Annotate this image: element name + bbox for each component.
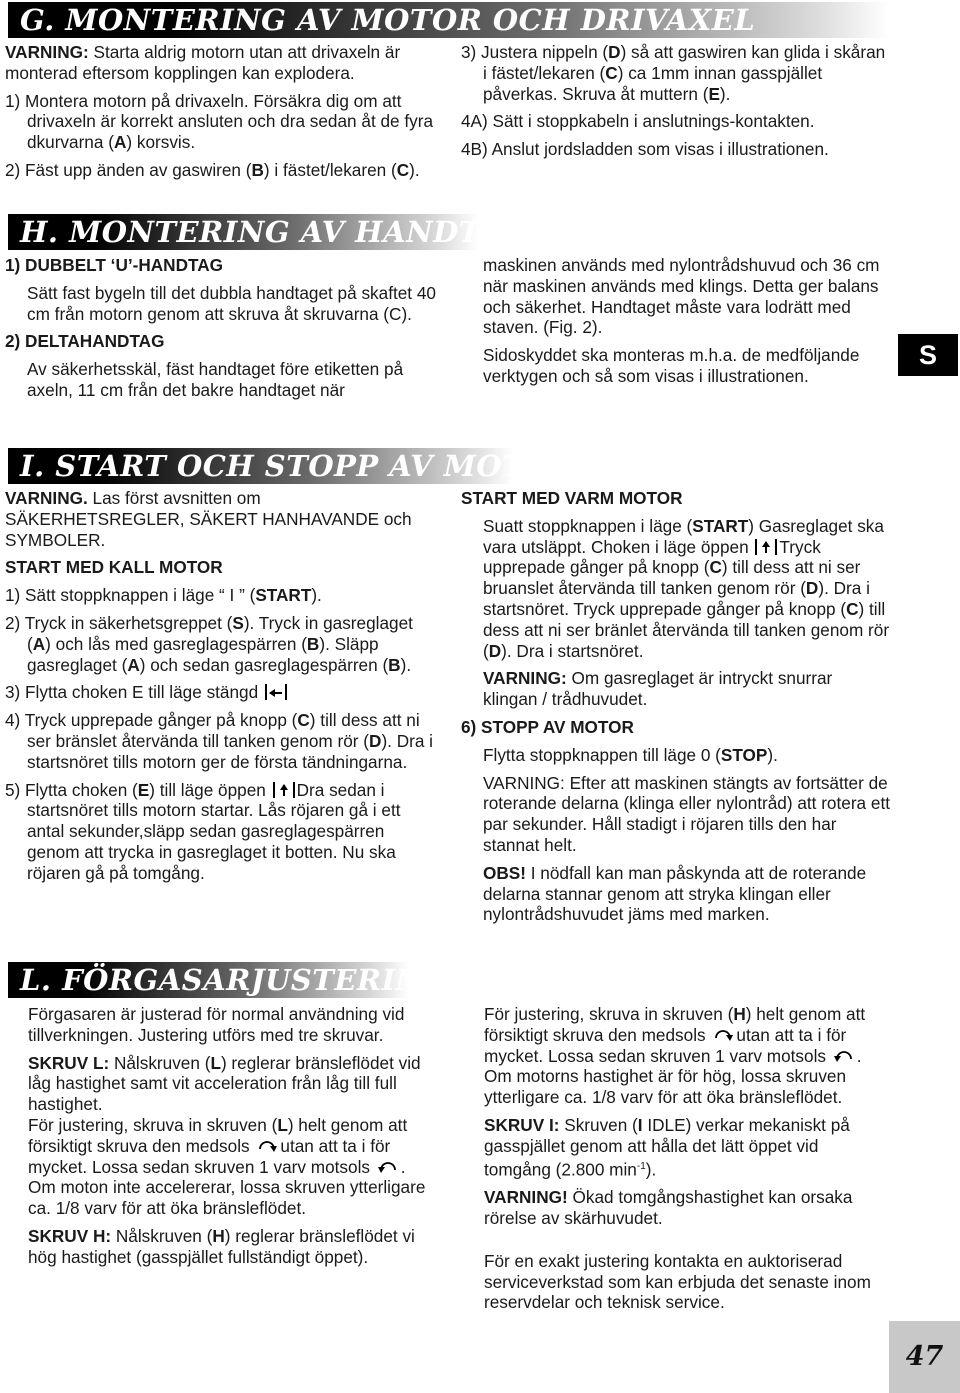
i-cold-step-2: 2) Tryck in säkerhetsgreppet (S). Tryck in gasreglaget (A) och lås med gasreglagespärren (B). Släpp gasreglaget (A) och sedan gasreglagespärren (B). bbox=[5, 612, 413, 675]
clockwise-icon bbox=[710, 1026, 736, 1044]
i-cold-step-4: 4) Tryck upprepade gånger på knopp (C) till dess att ni ser bränslet återvända till tanken genom rör (D). Dra i startsnöret tills motorn ger de första tändningarna. bbox=[5, 710, 433, 772]
g-step-4a: 4A) Sätt i stoppkabeln i anslutnings-kontakten. bbox=[461, 111, 815, 132]
h-sub-1: 1) DUBBELT ‘U’-HANDTAG bbox=[5, 255, 224, 275]
i-stop-warning: VARNING: Efter att maskinen stängts av fortsätter de roterande delarna (klinga eller nylontråd) att rotera ett par sekunder. Håll stadigt i röjaren tills den har stannat helt. bbox=[483, 772, 890, 855]
i-stop-title: 6) STOPP AV MOTOR bbox=[461, 716, 634, 737]
section-h-title: H. MONTERING AV HANDTAG bbox=[20, 215, 528, 249]
section-l-header bbox=[8, 962, 448, 998]
l-intro: Förgasaren är justerad för normal användning vid tillverkningen. Justering utförs med tre skruvar. bbox=[28, 1004, 405, 1045]
page-number: 47 bbox=[889, 1321, 960, 1393]
section-g-title: G. MONTERING AV MOTOR OCH DRIVAXEL bbox=[20, 3, 756, 37]
i-warning: VARNING. Las först avsnitten om SÄKERHETSREGLER, SÄKERT HANHAVANDE och SYMBOLER. bbox=[5, 488, 412, 550]
g-step-2: 2) Fäst upp änden av gaswiren (B) i fästet/lekaren (C). bbox=[5, 159, 420, 180]
i-warm-text: Suatt stoppknappen i läge (START) Gasreglaget ska vara utsläppt. Choken i läge öppen Tryck upprepade gånger på knopp (C) till dess att ni ser bruanslet återvända till tanken genom rör (D). Dra i startsnöret. Tryck upprepade gånger på knopp (C) till dess att ni ser bränlet återvända till tanken genom rör (D). Dra i startsnöret. bbox=[483, 515, 890, 661]
section-l-left bbox=[28, 1004, 433, 1275]
section-g-header bbox=[8, 2, 888, 38]
i-warm-title: START MED VARM MOTOR bbox=[461, 488, 683, 508]
i-cold-step-1: 1) Sätt stoppknappen i läge “ I ” (START). bbox=[5, 585, 322, 606]
section-h-header bbox=[8, 214, 528, 250]
choke-open-icon bbox=[271, 781, 297, 799]
i-stop-text: Flytta stoppknappen till läge 0 (STOP). bbox=[483, 744, 778, 765]
h-sub-2: 2) DELTAHANDTAG bbox=[5, 331, 165, 352]
section-i-header bbox=[8, 448, 575, 484]
section-g-right bbox=[461, 42, 891, 167]
i-warm-warning: VARNING: Om gasreglaget är intryckt snurrar klingan / trådhuvudet. bbox=[483, 668, 833, 710]
section-l-right bbox=[484, 1004, 889, 1320]
g-step-4b: 4B) Anslut jordsladden som visas i illustrationen. bbox=[461, 139, 829, 160]
clockwise-icon bbox=[254, 1137, 280, 1155]
l-screw-l-adjust: För justering, skruva in skruven (L) helt genom att försiktigt skruva den medsols utan att ta i för mycket. Lossa sedan skruven 1 varv motsols . Om moton inte accelererar, lossa skruven ytterligare ca. 1/8 varv för att öka bränsleflödet. bbox=[28, 1114, 426, 1219]
section-i-left bbox=[5, 488, 437, 891]
choke-closed-icon bbox=[263, 683, 289, 701]
i-obs: OBS! I nödfall kan man påskynda att de roterande delarna stannar genom att stryka klingan eller nylontrådshuvudet jäms med marken. bbox=[483, 862, 867, 925]
section-l-title: L. FÖRGASARJUSTERING bbox=[20, 963, 448, 997]
i-cold-step-5: 5) Flytta choken (E) till läge öppen Dra sedan i startsnöret tills motorn startar. Lås röjaren gå i ett antal sekunder,släpp sedan gasreglagespärren genom att trycka in gasreglaget it botten. Nu ska röjaren gå på tomgång. bbox=[5, 779, 401, 883]
l-screw-h: SKRUV H: Nålskruven (H) reglerar bränsleflödet vi hög hastighet (gasspjället fullständigt öppet). bbox=[28, 1225, 415, 1267]
h-sub-1-text: Sätt fast bygeln till det dubbla handtaget på skaftet 40 cm från motorn genom att skruva åt skruvarna (C). bbox=[27, 282, 436, 324]
l-screw-i: SKRUV I: Skruven (I IDLE) verkar mekaniskt på gasspjället genom att hålla det lätt öppet vid tomgång (2.800 $\min^{-1}$). bbox=[484, 1114, 850, 1180]
counterclockwise-icon bbox=[375, 1158, 401, 1176]
h-sub-2-text: Av säkerhetsskäl, fäst handtaget före etiketten på axeln, 11 cm från det bakre handtaget när bbox=[27, 359, 404, 400]
choke-open-icon bbox=[753, 538, 779, 556]
section-i-right bbox=[461, 488, 891, 932]
counterclockwise-icon bbox=[831, 1047, 857, 1065]
h-continued-text: maskinen används med nylontrådshuvud och 36 cm när maskinen används med klings. Detta ger balans och säkerhet. Handtaget måste vara lodrätt med staven. (Fig. 2). bbox=[483, 255, 880, 338]
l-screw-h-adjust: För justering, skruva in skruven (H) helt genom att försiktigt skruva den medsols utan att ta i för mycket. Lossa sedan skruven 1 varv motsols . Om motorns hastighet är för hög, lossa skruven ytterligare ca. 1/8 varv för att öka bränsleflödet. bbox=[484, 1004, 866, 1108]
i-cold-title: START MED KALL MOTOR bbox=[5, 557, 223, 578]
g-step-3: 3) Justera nippeln (D) så att gaswiren kan glida i skåran i fästet/lekaren (C) ca 1mm innan gasspjället påverkas. Skruva åt muttern (E). bbox=[461, 42, 886, 104]
g-step-1: 1) Montera motorn på drivaxeln. Försäkra dig om att drivaxeln är korrekt ansluten och dra sedan åt de fyra dkurvarna (A) korsvis. bbox=[5, 90, 434, 153]
l-service: För en exakt justering kontakta en auktoriserad serviceverkstad som kan erbjuda det senaste inom reservdelar och teknisk service. bbox=[484, 1250, 871, 1313]
l-screw-l: SKRUV L: Nålskruven (L) reglerar bränsleflödet vid låg hastighet samt vit acceleration från låg till full hastighet. bbox=[28, 1052, 421, 1115]
section-g-left bbox=[5, 42, 437, 188]
h-side-guard-text: Sidoskyddet ska monteras m.h.a. de medföljande verktygen och så som visas i illustrationen. bbox=[483, 345, 860, 386]
section-h-left bbox=[5, 255, 437, 408]
language-tab: S bbox=[898, 334, 958, 376]
i-cold-step-3: 3) Flytta choken E till läge stängd bbox=[5, 682, 437, 703]
l-warning: VARNING! Ökad tomgångshastighet kan orsaka rörelse av skärhuvudet. bbox=[484, 1187, 853, 1228]
section-i-title: I. START OCH STOPP AV MOTOR bbox=[20, 449, 575, 483]
section-h-right bbox=[483, 255, 883, 394]
g-warning: VARNING: Starta aldrig motorn utan att drivaxeln är monterad eftersom kopplingen kan explodera. bbox=[5, 42, 401, 83]
